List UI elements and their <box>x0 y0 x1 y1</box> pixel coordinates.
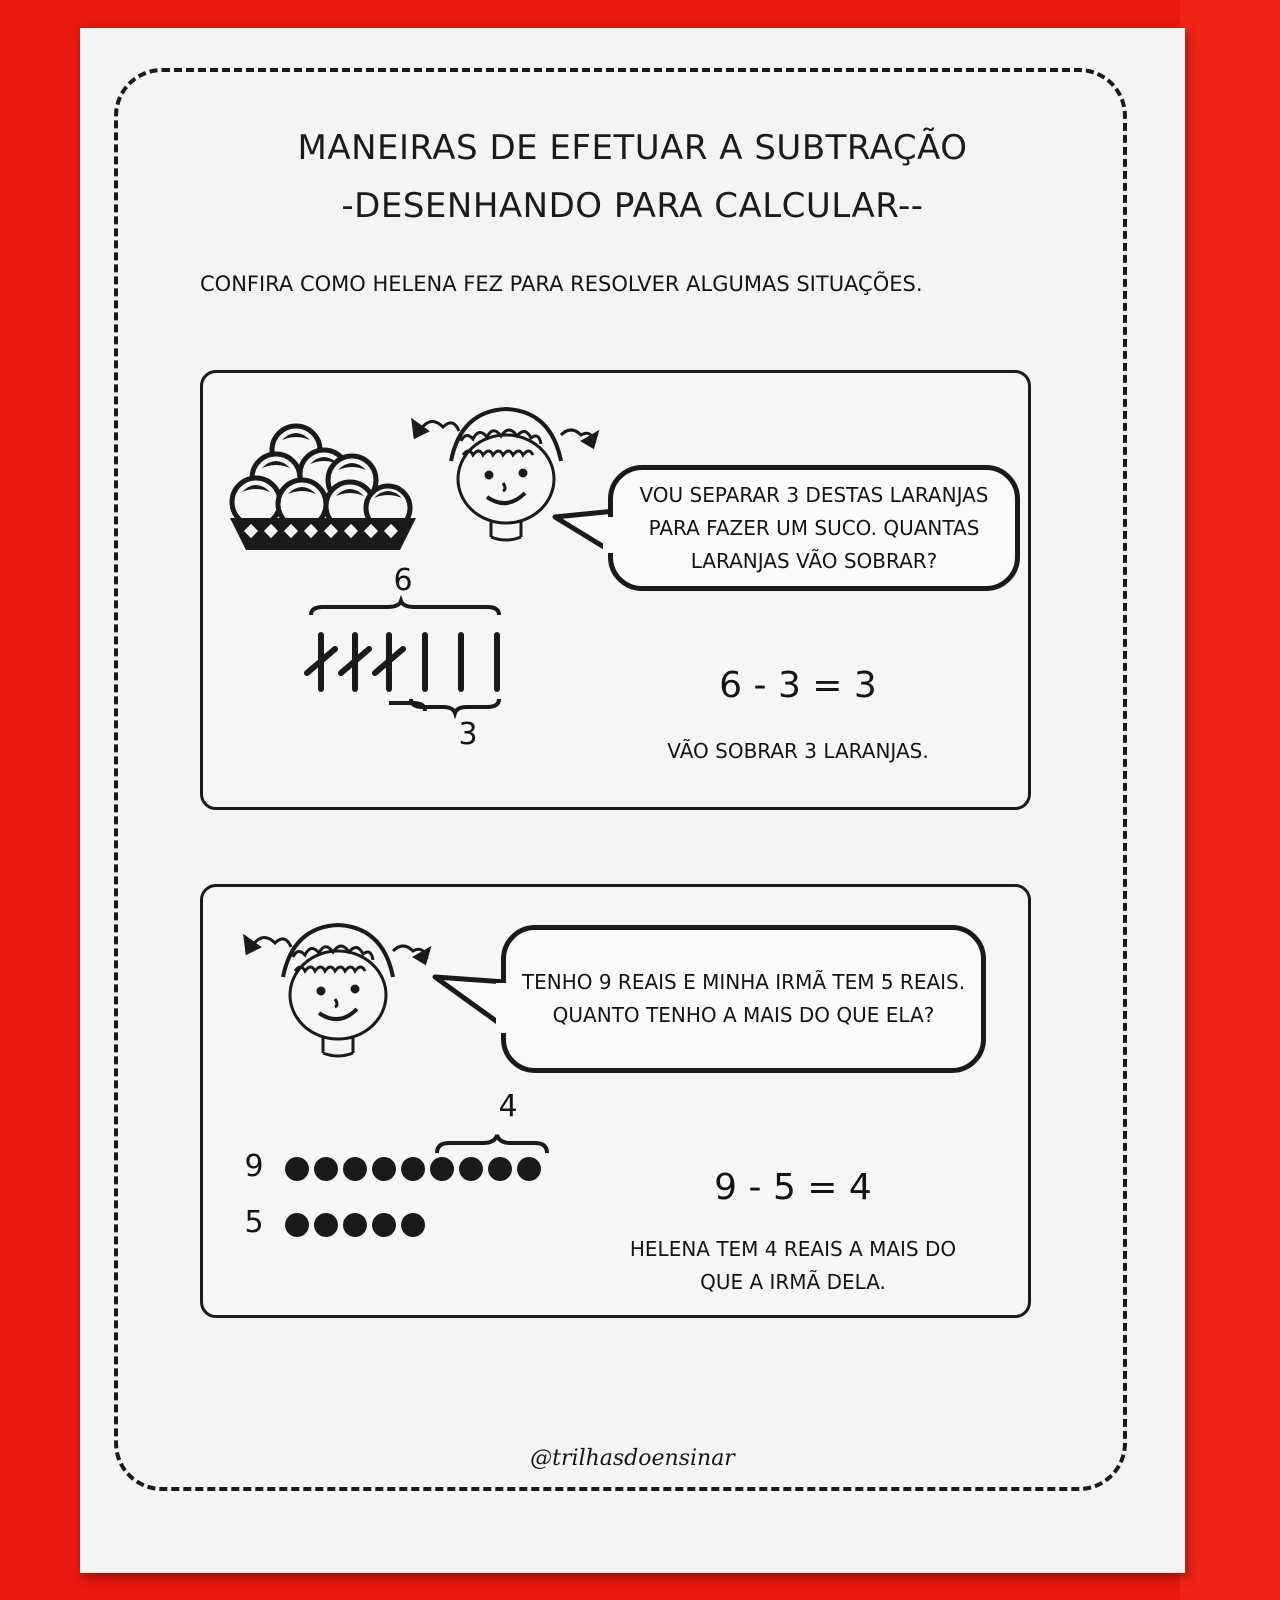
answer-2-line2: QUE A IRMÃ DELA. <box>700 1270 886 1294</box>
row2-label: 5 <box>244 1205 264 1240</box>
answer-2-line1: HELENA TEM 4 REAIS A MAIS DO <box>629 1237 957 1261</box>
bubble2-line1: TENHO 9 REAIS E MINHA IRMÃ TEM 5 REAIS. <box>521 970 966 994</box>
difference-label: 4 <box>498 1089 518 1124</box>
page-title-line1: MANEIRAS DE EFETUAR A SUBTRAÇÃO <box>297 128 968 168</box>
orange-basket-icon <box>228 418 418 553</box>
page-title-line2: -DESENHANDO PARA CALCULAR-- <box>341 186 924 226</box>
answer-2 <box>593 1233 993 1299</box>
tally-total-label: 6 <box>393 563 413 598</box>
answer-1: VÃO SOBRAR 3 LARANJAS. <box>667 739 929 763</box>
speech-bubble-question-2 <box>501 925 986 1073</box>
bubble-tail-cover <box>496 983 512 1033</box>
author-handle: @trilhasdoensinar <box>530 1446 735 1471</box>
problem-panel-money <box>200 884 1031 1318</box>
tally-marks-drawing <box>303 601 523 711</box>
speech-bubble-question-1 <box>608 465 1020 591</box>
bubble1-line2: PARA FAZER UM SUCO. QUANTAS <box>648 515 980 540</box>
bubble2-line2: QUANTO TENHO A MAIS DO QUE ELA? <box>552 1003 935 1027</box>
row1-label: 9 <box>244 1149 264 1184</box>
tally-remaining-label: 3 <box>458 717 478 752</box>
problem-panel-oranges <box>200 370 1031 810</box>
dots-drawing <box>283 1123 563 1253</box>
equation-2: 9 - 5 = 4 <box>714 1167 872 1208</box>
helena-girl-icon <box>243 917 433 1057</box>
equation-1: 6 - 3 = 3 <box>719 665 877 706</box>
intro-text: CONFIRA COMO HELENA FEZ PARA RESOLVER ALGUMAS SITUAÇÕES. <box>200 272 923 296</box>
background-strip <box>1180 0 1280 1600</box>
bubble-tail-cover <box>603 517 619 553</box>
worksheet-page <box>80 28 1185 1573</box>
bubble1-line1: VOU SEPARAR 3 DESTAS LARANJAS <box>639 482 989 507</box>
bubble1-line3: LARANJAS VÃO SOBRAR? <box>690 548 938 573</box>
